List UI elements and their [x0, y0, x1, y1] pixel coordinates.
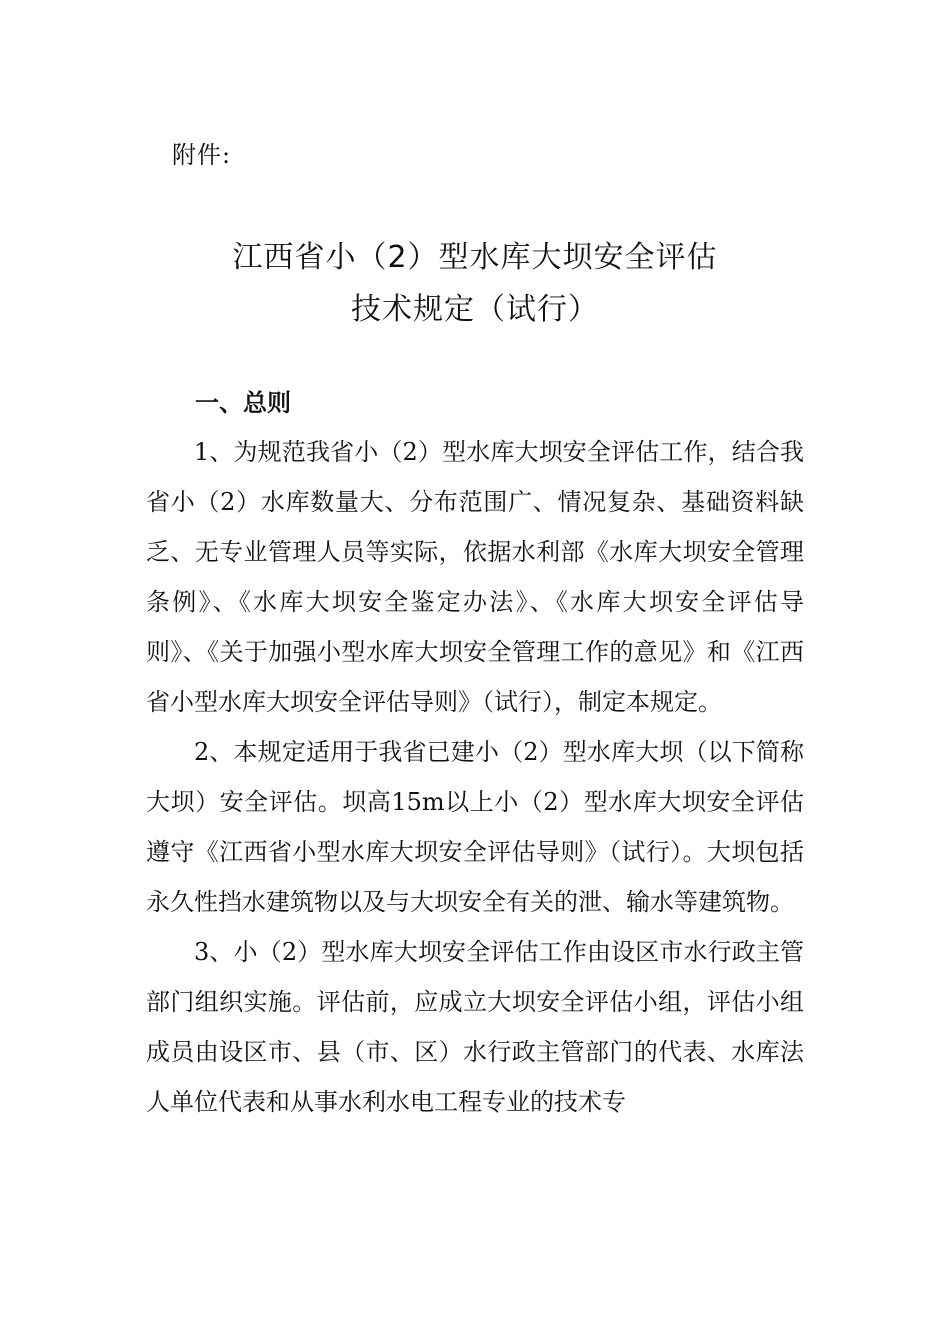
paragraph-1: 1、为规范我省小（2）型水库大坝安全评估工作，结合我省小（2）水库数量大、分布范围广、情况复杂、基础资料缺乏、无专业管理人员等实际，依据水利部《水库大坝安全管理条例》、《水库大坝安全鉴定办法》、《水库大坝安全评估导则》、《关于加强小型水库大坝安全管理工作的意见》和《江西省小型水库大坝安全评估导则》（试行），制定本规定。 [146, 438, 804, 716]
attachment-label: 附件: [172, 141, 232, 169]
paragraph-2: 2、本规定适用于我省已建小（2）型水库大坝（以下简称大坝）安全评估。坝高15m以上小（2）型水库大坝安全评估遵守《江西省小型水库大坝安全评估导则》（试行）。大坝包括永久性挡水建筑物以及与大坝安全有关的泄、输水等建筑物。 [146, 738, 804, 916]
section-heading: 一、总则 [195, 389, 291, 417]
document-title-line-2: 技术规定（试行） [351, 292, 599, 327]
document-title-line-1: 江西省小（2）型水库大坝安全评估 [232, 240, 718, 275]
paragraph-3: 3、小（2）型水库大坝安全评估工作由设区市水行政主管部门组织实施。评估前，应成立大坝安全评估小组，评估小组成员由设区市、县（市、区）水行政主管部门的代表、水库法人单位代表和从事水利水电工程专业的技术专 [146, 938, 804, 1116]
document-body [146, 427, 804, 1127]
